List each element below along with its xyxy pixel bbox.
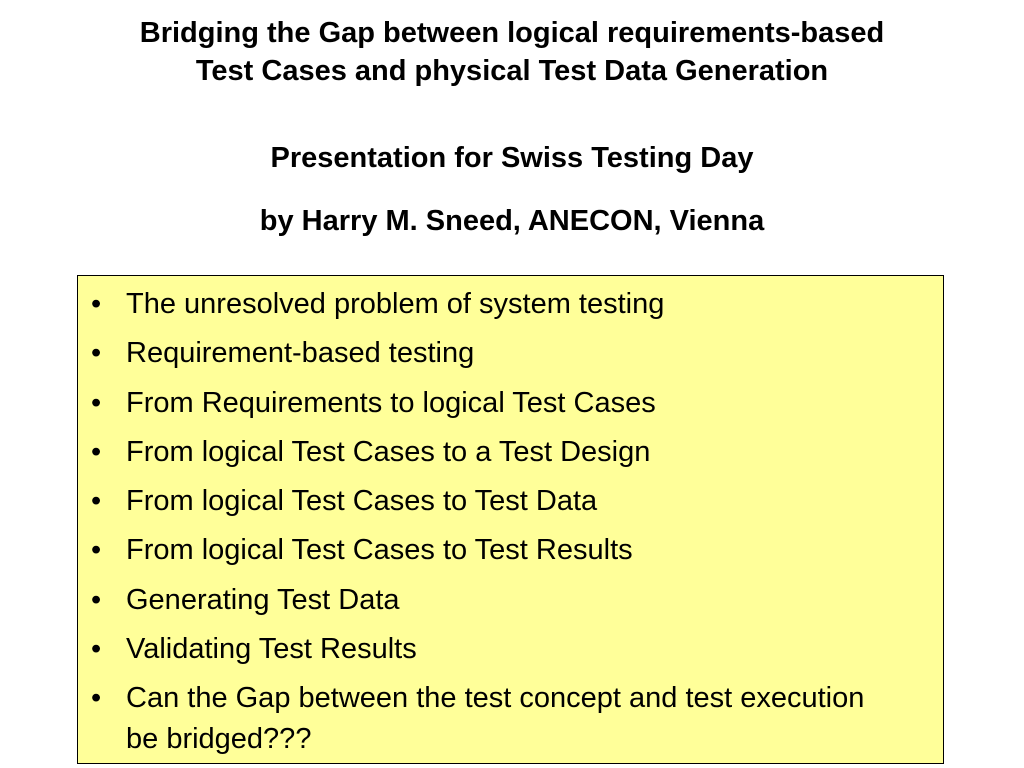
agenda-item-text: From logical Test Cases to a Test Design <box>126 435 651 468</box>
bullet-icon: • <box>91 288 102 320</box>
bullet-icon: • <box>91 534 102 567</box>
agenda-item-text: Can the Gap between the test concept and test execution be bridged??? <box>126 682 865 756</box>
agenda-item-text: The unresolved problem of system testing <box>126 288 665 320</box>
agenda-item <box>78 678 943 760</box>
agenda-item <box>78 284 943 325</box>
bullet-icon: • <box>91 583 102 616</box>
agenda-item <box>78 629 943 670</box>
agenda-list <box>78 284 943 768</box>
bullet-icon: • <box>91 386 102 419</box>
agenda-item <box>78 432 943 473</box>
agenda-item <box>78 383 943 424</box>
agenda-item-text: Validating Test Results <box>126 633 417 666</box>
agenda-item-text: From Requirements to logical Test Cases <box>126 386 656 419</box>
agenda-item <box>78 580 943 621</box>
agenda-item-text: From logical Test Cases to Test Results <box>126 534 633 567</box>
agenda-item <box>78 481 943 522</box>
bullet-icon: • <box>91 435 102 468</box>
agenda-item <box>78 530 943 571</box>
slide-title-line-1: Bridging the Gap between logical requirements-based <box>139 17 885 49</box>
agenda-item-text: Generating Test Data <box>126 583 400 616</box>
agenda-item-text: Requirement-based testing <box>126 337 475 370</box>
bullet-icon: • <box>91 485 102 518</box>
agenda-box <box>77 275 944 764</box>
bullet-icon: • <box>91 337 102 370</box>
bullet-icon: • <box>91 633 102 666</box>
agenda-item-text: From logical Test Cases to Test Data <box>126 485 598 518</box>
slide-title <box>0 14 1024 90</box>
agenda-item <box>78 333 943 374</box>
slide-author: by Harry M. Sneed, ANECON, Vienna <box>259 205 765 237</box>
bullet-icon: • <box>91 682 102 715</box>
slide-subtitle: Presentation for Swiss Testing Day <box>270 142 754 174</box>
slide-title-line-2: Test Cases and physical Test Data Generation <box>195 55 829 87</box>
